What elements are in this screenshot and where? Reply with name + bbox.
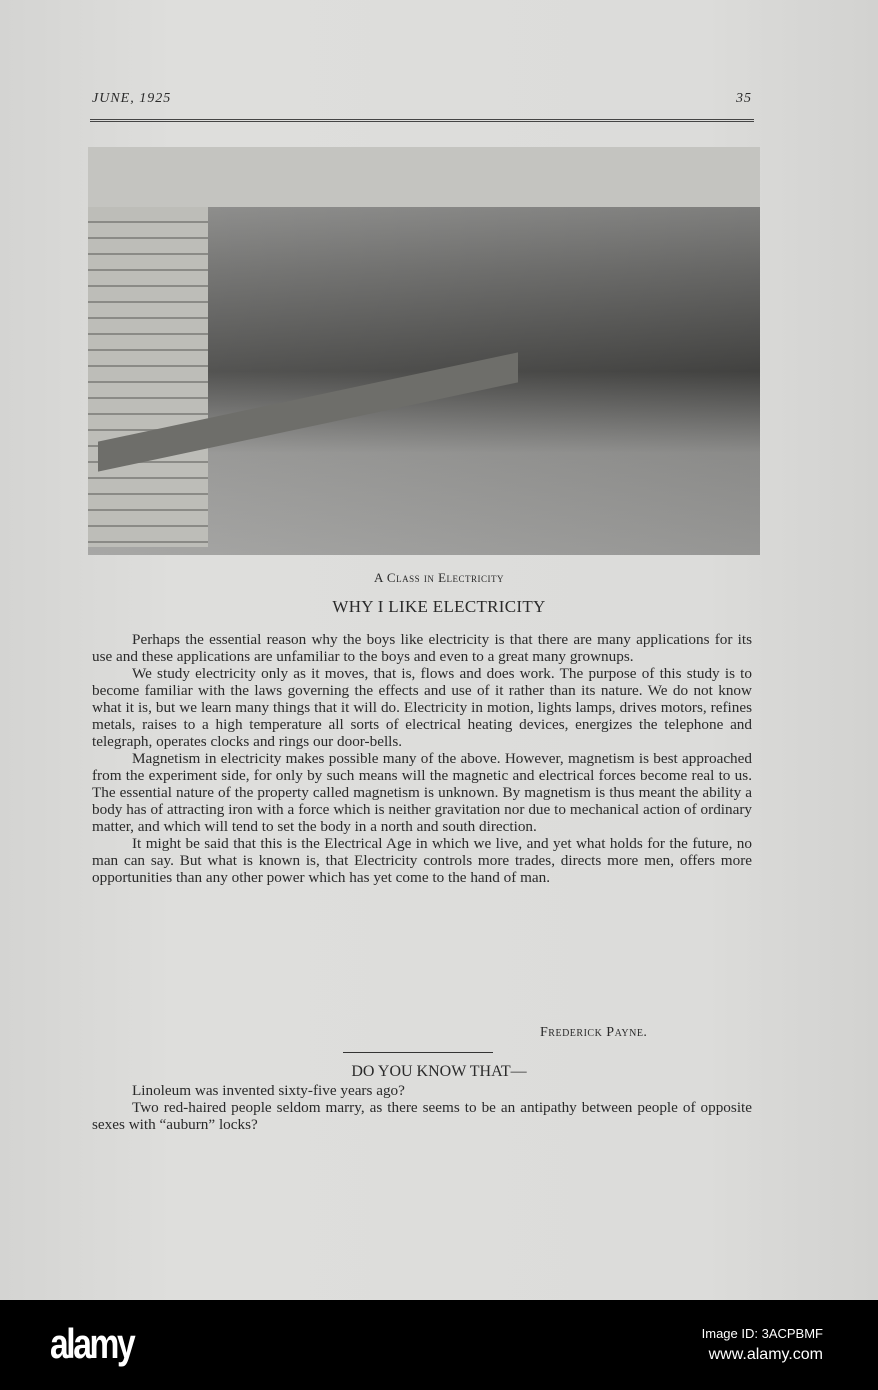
photo-caption: A Class in Electricity [373, 570, 505, 585]
section-rule [343, 1052, 493, 1053]
author-signature: Frederick Payne. [540, 1025, 648, 1040]
paragraph: Perhaps the essential reason why the boys like electricity is that there are many applications for its use and these applications are unfamiliar to the boys and even to a great many grownups. [92, 631, 752, 665]
page-number: 35 [736, 91, 752, 106]
trivia-item: Two red-haired people seldom marry, as there seems to be an antipathy between people of opposite sexes with “auburn” locks? [92, 1099, 752, 1133]
paragraph: Magnetism in electricity makes possible many of the above. However, magnetism is best approached from the experiment side, for only by such means will the magnetic and electrical forces become real to us. The essential nature of the property called magnetism is unknown. By magnetism is thus meant the ability a body has of attracting iron with a force which is neither gravitation nor due to mechanical action of ordinary matter, and which will tend to set the body in a north and south direction. [92, 750, 752, 835]
site-url: www.alamy.com [708, 1346, 823, 1363]
header-rule [90, 119, 754, 122]
trivia-item: Linoleum was invented sixty-five years ago? [132, 1082, 405, 1099]
trivia-body [92, 1082, 752, 1133]
photo-cabinets [88, 207, 208, 547]
watermark-footer [0, 1300, 878, 1390]
photo-wall [88, 147, 760, 207]
image-id: Image ID: 3ACPBMF [701, 1326, 823, 1341]
classroom-photo [88, 147, 760, 555]
article-body [92, 631, 752, 886]
paragraph: It might be said that this is the Electrical Age in which we live, and yet what holds for the future, no man can say. But what is known is, that Electricity controls more trades, directs more men, offers more opportunities than any other power which has yet come to the hand of man. [92, 835, 752, 886]
article-title: WHY I LIKE ELECTRICITY [332, 597, 546, 616]
issue-date: JUNE, 1925 [92, 91, 172, 106]
alamy-logo: alamy [50, 1320, 134, 1367]
trivia-title: DO YOU KNOW THAT— [351, 1063, 527, 1080]
paragraph: We study electricity only as it moves, that is, flows and does work. The purpose of this study is to become familiar with the laws governing the effects and use of it rather than its nature. We do not know what it is, but we learn many things that it will do. Electricity in motion, lights lamps, drives motors, refines metals, raises to a high temperature all sorts of electrical heating devices, energizes the telephone and telegraph, operates clocks and rings our door-bells. [92, 665, 752, 750]
